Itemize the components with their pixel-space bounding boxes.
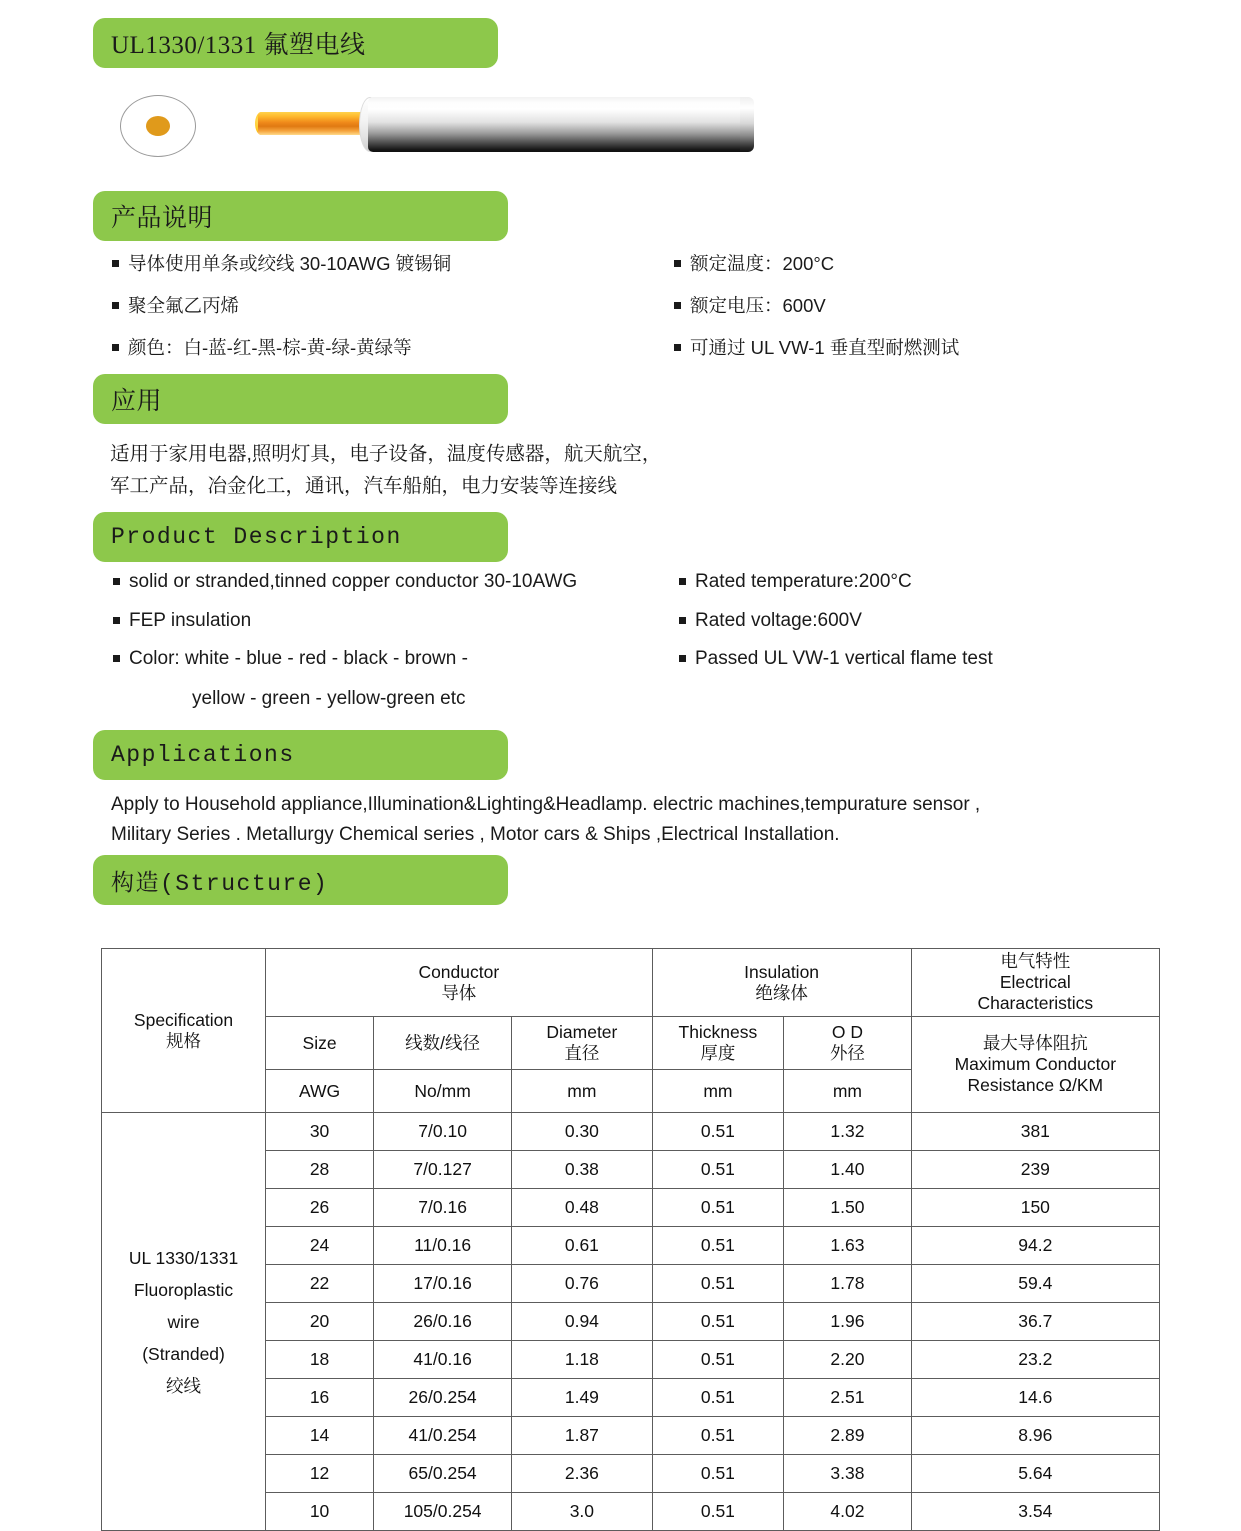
cell-od: 1.40 xyxy=(784,1151,911,1189)
cell-od: 4.02 xyxy=(784,1493,911,1531)
bullet-square-icon xyxy=(113,578,120,585)
section-title-applications-en: Applications xyxy=(111,742,295,768)
cell-od: 1.96 xyxy=(784,1303,911,1341)
list-item xyxy=(679,609,862,632)
group-header-electrical-cn: 电气特性 xyxy=(1000,951,1071,971)
cell-size: 26 xyxy=(266,1189,374,1227)
product-desc-cn-right-3: 可通过 UL VW-1 垂直型耐燃测试 xyxy=(690,337,960,358)
cell-nomm: 26/0.16 xyxy=(374,1303,512,1341)
insulation-jacket xyxy=(368,97,748,152)
cell-nomm: 7/0.10 xyxy=(374,1113,512,1151)
list-item xyxy=(112,252,451,275)
wire-cross-section-icon xyxy=(120,95,196,157)
group-header-electrical-en1: Electrical xyxy=(999,972,1071,992)
cell-resistance: 59.4 xyxy=(911,1265,1159,1303)
col-header-nomm-cn: 线数/线径 xyxy=(405,1032,481,1053)
cell-size: 12 xyxy=(266,1455,374,1493)
col-header-thickness-en: Thickness xyxy=(678,1022,758,1042)
cell-thickness: 0.51 xyxy=(652,1341,784,1379)
unit-diameter: mm xyxy=(512,1070,652,1113)
cell-diameter: 1.87 xyxy=(512,1417,652,1455)
cell-resistance: 8.96 xyxy=(911,1417,1159,1455)
spec-line-3: wire xyxy=(167,1311,200,1332)
col-header-size-en: Size xyxy=(302,1032,337,1053)
table-row xyxy=(102,1113,1160,1151)
cell-size: 22 xyxy=(266,1265,374,1303)
list-item xyxy=(113,609,251,632)
section-banner-product-description-cn xyxy=(93,191,508,241)
col-header-od-cn: 外径 xyxy=(829,1043,865,1063)
cell-diameter: 0.30 xyxy=(512,1113,652,1151)
cell-size: 18 xyxy=(266,1341,374,1379)
unit-thickness: mm xyxy=(652,1070,784,1113)
cell-od: 2.89 xyxy=(784,1417,911,1455)
list-item xyxy=(113,647,468,670)
application-cn-line-2: 军工产品，冶金化工，通讯，汽车船舶，电力安装等连接线 xyxy=(110,475,618,497)
col-header-diameter xyxy=(512,1017,652,1070)
application-cn-line-1: 适用于家用电器,照明灯具，电子设备，温度传感器，航天航空， xyxy=(110,443,662,465)
cell-resistance: 150 xyxy=(911,1189,1159,1227)
col-header-specification xyxy=(102,949,266,1113)
bullet-square-icon xyxy=(674,302,681,309)
structure-spec-table xyxy=(101,948,1160,1531)
bullet-square-icon xyxy=(113,655,120,662)
cell-thickness: 0.51 xyxy=(652,1265,784,1303)
cell-od: 1.63 xyxy=(784,1227,911,1265)
cell-size: 28 xyxy=(266,1151,374,1189)
cell-diameter: 2.36 xyxy=(512,1455,652,1493)
insulation-jacket-right-edge xyxy=(740,97,754,152)
group-header-conductor-en: Conductor xyxy=(418,961,500,982)
list-item xyxy=(674,294,826,317)
cell-nomm: 26/0.254 xyxy=(374,1379,512,1417)
product-desc-en-right-3: Passed UL VW-1 vertical flame test xyxy=(695,648,993,669)
cell-resistance: 381 xyxy=(911,1113,1159,1151)
col-header-thickness xyxy=(652,1017,784,1070)
group-header-conductor xyxy=(266,949,652,1017)
col-header-resistance-cn: 最大导体阻抗 xyxy=(982,1033,1088,1053)
cell-od: 3.38 xyxy=(784,1455,911,1493)
product-wire-image xyxy=(110,85,870,175)
bullet-square-icon xyxy=(112,302,119,309)
cell-thickness: 0.51 xyxy=(652,1189,784,1227)
list-item xyxy=(674,252,834,275)
section-title-product-description-cn: 产品说明 xyxy=(111,204,214,232)
applications-en-line-2: Military Series . Metallurgy Chemical series , Motor cars & Ships ,Electrical Installation. xyxy=(111,824,840,845)
cell-thickness: 0.51 xyxy=(652,1493,784,1531)
unit-size: AWG xyxy=(266,1070,374,1113)
product-desc-cn-left-1: 导体使用单条或绞线 30-10AWG 镀锡铜 xyxy=(128,253,452,274)
cell-diameter: 0.38 xyxy=(512,1151,652,1189)
bullet-square-icon xyxy=(679,578,686,585)
cell-size: 14 xyxy=(266,1417,374,1455)
col-header-resistance-en1: Maximum Conductor xyxy=(954,1054,1117,1074)
cell-nomm: 105/0.254 xyxy=(374,1493,512,1531)
cell-resistance: 14.6 xyxy=(911,1379,1159,1417)
col-header-specification-cn: 规格 xyxy=(166,1030,202,1051)
list-item xyxy=(113,570,577,593)
unit-od: mm xyxy=(784,1070,911,1113)
cell-nomm: 7/0.127 xyxy=(374,1151,512,1189)
table-body xyxy=(102,1113,1160,1531)
product-desc-en-right-2: Rated voltage:600V xyxy=(695,610,862,631)
bullet-square-icon xyxy=(679,655,686,662)
col-header-od xyxy=(784,1017,911,1070)
cell-diameter: 0.94 xyxy=(512,1303,652,1341)
unit-nomm: No/mm xyxy=(374,1070,512,1113)
list-item xyxy=(112,336,412,359)
group-header-conductor-cn: 导体 xyxy=(441,982,477,1003)
list-item xyxy=(679,647,993,670)
section-title-structure: 构造(Structure) xyxy=(111,870,329,897)
cell-size: 24 xyxy=(266,1227,374,1265)
group-header-electrical-en2: Characteristics xyxy=(977,993,1094,1013)
product-desc-en-left-2: FEP insulation xyxy=(129,610,252,631)
list-item xyxy=(112,294,239,317)
cell-od: 2.51 xyxy=(784,1379,911,1417)
bullet-square-icon xyxy=(112,260,119,267)
group-header-insulation-en: Insulation xyxy=(744,961,820,982)
section-banner-application-cn xyxy=(93,374,508,424)
cell-nomm: 17/0.16 xyxy=(374,1265,512,1303)
wire-core-dot xyxy=(146,116,170,136)
col-header-thickness-cn: 厚度 xyxy=(700,1043,736,1063)
product-desc-en-left-1: solid or stranded,tinned copper conductor 30-10AWG xyxy=(129,571,578,592)
product-desc-en-left-3: Color: white - blue - red - black - brown - xyxy=(129,648,468,669)
cell-nomm: 11/0.16 xyxy=(374,1227,512,1265)
spec-line-5: 绞线 xyxy=(166,1375,202,1396)
bullet-square-icon xyxy=(112,344,119,351)
cell-od: 1.32 xyxy=(784,1113,911,1151)
cell-od: 2.20 xyxy=(784,1341,911,1379)
section-title-product-description-en: Product Description xyxy=(111,524,402,550)
cell-diameter: 0.61 xyxy=(512,1227,652,1265)
bullet-square-icon xyxy=(674,260,681,267)
cell-diameter: 1.49 xyxy=(512,1379,652,1417)
list-item xyxy=(679,570,912,593)
product-desc-en-right-1: Rated temperature:200°C xyxy=(695,571,912,592)
col-header-nomm xyxy=(374,1017,512,1070)
cell-thickness: 0.51 xyxy=(652,1379,784,1417)
cell-diameter: 0.48 xyxy=(512,1189,652,1227)
bullet-square-icon xyxy=(674,344,681,351)
cell-resistance: 5.64 xyxy=(911,1455,1159,1493)
cell-size: 16 xyxy=(266,1379,374,1417)
cell-resistance: 94.2 xyxy=(911,1227,1159,1265)
cell-diameter: 3.0 xyxy=(512,1493,652,1531)
cell-size: 30 xyxy=(266,1113,374,1151)
cell-thickness: 0.51 xyxy=(652,1417,784,1455)
spec-line-4: (Stranded) xyxy=(142,1343,225,1364)
group-header-electrical xyxy=(911,949,1159,1017)
cell-nomm: 65/0.254 xyxy=(374,1455,512,1493)
col-header-size xyxy=(266,1017,374,1070)
cell-size: 20 xyxy=(266,1303,374,1341)
table-header-row-groups xyxy=(102,949,1160,1017)
col-header-specification-en: Specification xyxy=(133,1009,234,1030)
col-header-resistance-en2: Resistance Ω/KM xyxy=(967,1075,1104,1095)
cell-resistance: 23.2 xyxy=(911,1341,1159,1379)
group-header-insulation xyxy=(652,949,911,1017)
cell-od: 1.50 xyxy=(784,1189,911,1227)
section-banner-product-description-en xyxy=(93,512,508,562)
product-desc-cn-left-3: 颜色：白-蓝-红-黑-棕-黄-绿-黄绿等 xyxy=(128,337,412,358)
applications-en-line-1: Apply to Household appliance,Illumination&Lighting&Headlamp. electric machines,tempurature sensor , xyxy=(111,794,981,815)
col-header-od-en: O D xyxy=(831,1022,863,1042)
page-title: UL1330/1331 氟塑电线 xyxy=(111,32,366,59)
bullet-square-icon xyxy=(113,617,120,624)
group-header-insulation-cn: 绝缘体 xyxy=(755,982,808,1003)
product-desc-cn-right-1: 额定温度：200°C xyxy=(690,253,835,274)
cell-nomm: 7/0.16 xyxy=(374,1189,512,1227)
cell-thickness: 0.51 xyxy=(652,1303,784,1341)
cell-resistance: 36.7 xyxy=(911,1303,1159,1341)
cell-size: 10 xyxy=(266,1493,374,1531)
cell-nomm: 41/0.254 xyxy=(374,1417,512,1455)
col-header-resistance xyxy=(911,1017,1159,1113)
cell-resistance: 3.54 xyxy=(911,1493,1159,1531)
cell-diameter: 0.76 xyxy=(512,1265,652,1303)
list-item xyxy=(674,336,959,359)
product-desc-cn-right-2: 额定电压：600V xyxy=(690,295,826,316)
cell-diameter: 1.18 xyxy=(512,1341,652,1379)
product-desc-cn-left-2: 聚全氟乙丙烯 xyxy=(128,295,240,316)
section-title-application-cn: 应用 xyxy=(111,387,163,415)
section-banner-applications-en xyxy=(93,730,508,780)
spec-line-2: Fluoroplastic xyxy=(133,1279,234,1300)
cell-thickness: 0.51 xyxy=(652,1227,784,1265)
product-desc-en-left-3-continuation: yellow - green - yellow-green etc xyxy=(192,688,466,709)
cell-od: 1.78 xyxy=(784,1265,911,1303)
cell-specification xyxy=(102,1113,266,1531)
spec-line-1: UL 1330/1331 xyxy=(128,1247,239,1268)
col-header-diameter-en: Diameter xyxy=(546,1022,618,1042)
section-banner-structure xyxy=(93,855,508,905)
cell-thickness: 0.51 xyxy=(652,1151,784,1189)
structure-spec-table-wrapper xyxy=(101,948,1160,1531)
col-header-diameter-cn: 直径 xyxy=(564,1043,600,1063)
cell-resistance: 239 xyxy=(911,1151,1159,1189)
title-banner xyxy=(93,18,498,68)
cell-thickness: 0.51 xyxy=(652,1455,784,1493)
cell-nomm: 41/0.16 xyxy=(374,1341,512,1379)
cell-thickness: 0.51 xyxy=(652,1113,784,1151)
bullet-square-icon xyxy=(679,617,686,624)
